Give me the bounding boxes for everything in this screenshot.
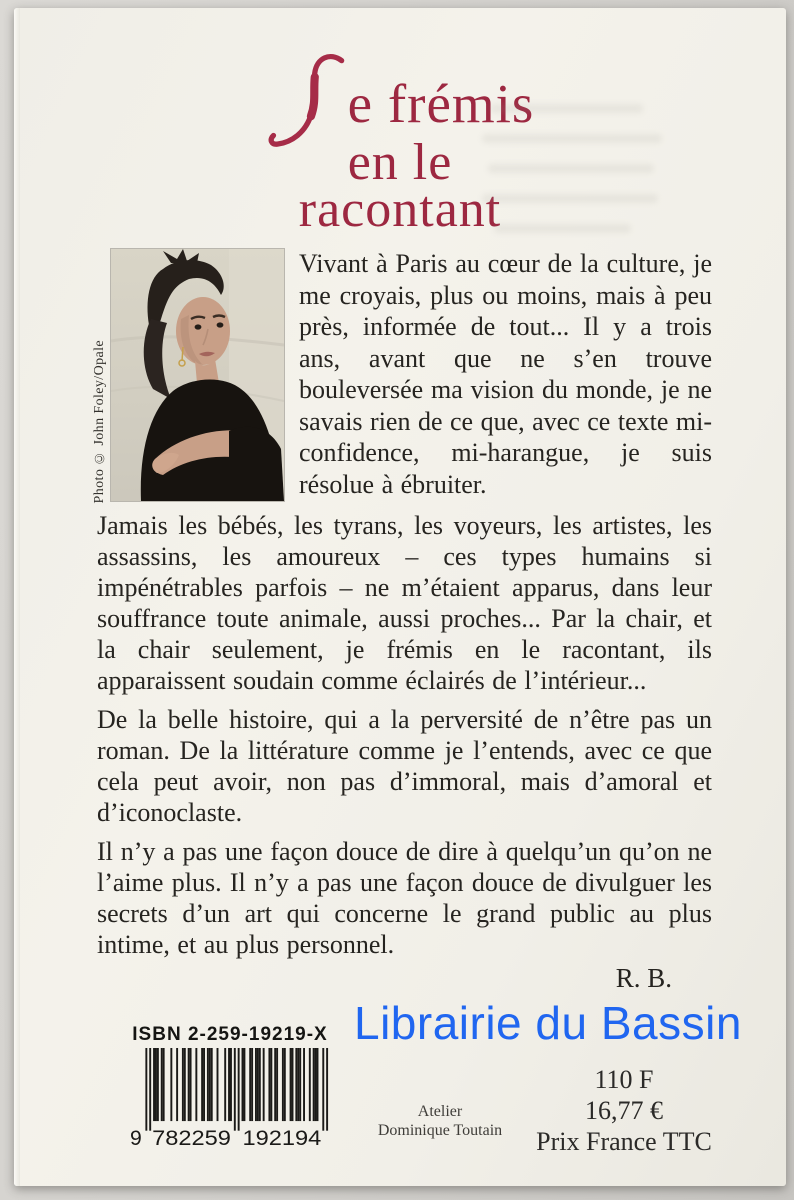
barcode xyxy=(130,1048,330,1148)
book-back-cover xyxy=(14,8,786,1186)
script-j-glyph xyxy=(266,52,352,148)
price-euros: 16,77 € xyxy=(585,1096,663,1125)
svg-text:9: 9 xyxy=(130,1127,142,1148)
blurb-paragraph-2: Jamais les bébés, les tyrans, les voyeurs, les artistes, les assassins, les amoureux – ces types humains si impénétrables parfois – ne m’étaient apparus, dans leur souffrance toute animale, aussi proches... Par la chair, et la chair seulement, je frémis en le racontant, ils apparaissent soudain comme éclairés de l’intérieur... xyxy=(97,511,712,695)
title-line-2: en le xyxy=(347,134,453,191)
isbn-label: ISBN 2-259-19219-X xyxy=(132,1024,328,1045)
blurb-paragraph-3: De la belle histoire, qui a la perversité de n’être pas un roman. De la littérature comme je l’entends, avec ce que cela peut avoir, non pas d’immoral, mais d’amoral et d’iconoclaste. xyxy=(97,705,712,827)
blurb-paragraph-4: Il n’y a pas une façon douce de dire à quelqu’un qu’on ne l’aime plus. Il n’y a pas une façon douce de divulguer les secrets d’un art qui concerne le grand public au plus intime, et au plus personnel. xyxy=(97,837,712,959)
price-francs: 110 F xyxy=(594,1065,654,1094)
intro-row xyxy=(92,248,712,503)
svg-text:782259: 782259 xyxy=(152,1127,231,1148)
publisher-line-2: Dominique Toutain xyxy=(377,1122,503,1139)
title-line1-text: e frémis xyxy=(347,73,535,134)
isbn-block xyxy=(120,1024,340,1148)
svg-text:192194: 192194 xyxy=(242,1127,322,1148)
title-line-3: racontant xyxy=(298,181,502,238)
author-photo xyxy=(111,249,284,501)
author-photo-frame xyxy=(92,248,285,503)
author-initials: R. B. xyxy=(615,963,672,993)
price-note: Prix France TTC xyxy=(536,1127,712,1156)
back-blurb xyxy=(92,248,712,994)
show-through-text xyxy=(482,104,678,254)
price-block xyxy=(514,1064,734,1157)
photo-credit: Photo © John Foley/Opale xyxy=(92,339,107,503)
publisher-line-1: Atelier xyxy=(417,1103,463,1120)
publisher-imprint xyxy=(354,1102,526,1140)
blurb-paragraph-1: Vivant à Paris au cœur de la culture, je me croyais, plus ou moins, mais à peu près, informée de tout... Il y a trois ans, avant que ne s’en trouve bouleversée ma vision du monde, je ne savais rien de ce que, avec ce texte mi-confidence, mi-harangue, je suis résolue à ébruiter. xyxy=(299,249,712,499)
bookseller-watermark: Librairie du Bassin xyxy=(354,997,742,1049)
